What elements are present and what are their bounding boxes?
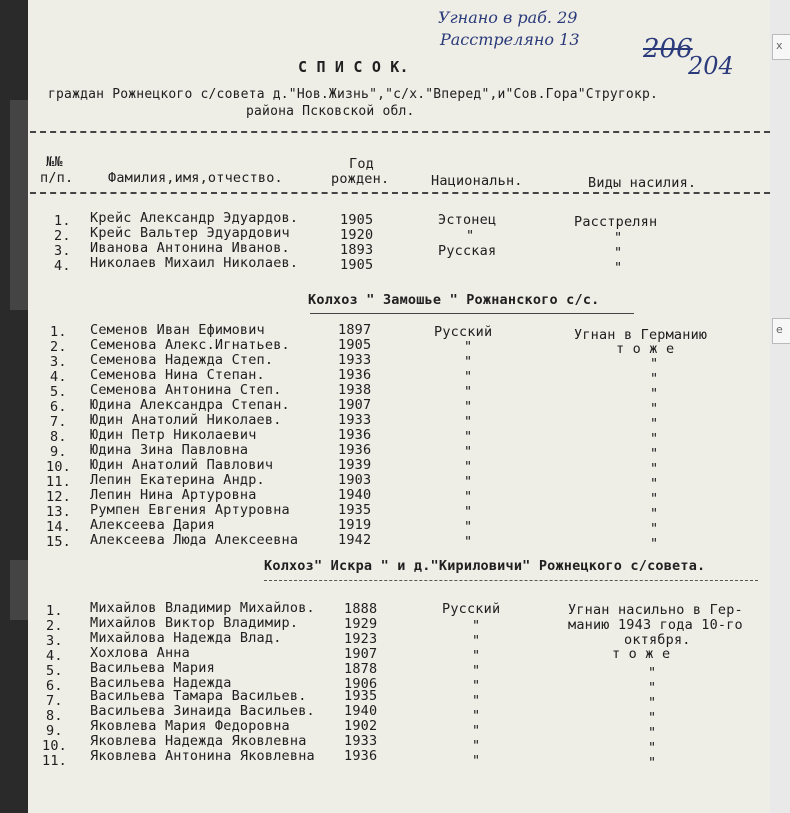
row-violence: " bbox=[650, 386, 659, 402]
row-number: 8. bbox=[46, 708, 63, 724]
left-gutter bbox=[0, 0, 28, 813]
row-violence: " bbox=[650, 521, 659, 537]
row-year: 1936 bbox=[338, 442, 372, 458]
row-number: 11. bbox=[42, 753, 67, 769]
close-icon: x bbox=[776, 39, 783, 52]
section3-violence-line1: Угнан насильно в Гер- bbox=[568, 602, 743, 618]
row-year: 1929 bbox=[344, 616, 378, 632]
header-violence: Виды насилия. bbox=[588, 175, 697, 191]
row-nationality: " bbox=[472, 708, 481, 724]
row-violence: " bbox=[650, 401, 659, 417]
row-number: 6. bbox=[50, 399, 67, 415]
row-year: 1933 bbox=[338, 412, 372, 428]
row-number: 9. bbox=[46, 723, 63, 739]
row-nationality: " bbox=[472, 618, 481, 634]
row-year: 1936 bbox=[344, 748, 378, 764]
row-nationality: " bbox=[464, 339, 473, 355]
right-panel bbox=[770, 0, 790, 813]
row-violence: Угнан в Германию bbox=[574, 327, 708, 343]
header-year-line1: Год bbox=[349, 156, 374, 172]
row-nationality: Русская bbox=[438, 243, 497, 259]
header-num-line1: №№ bbox=[46, 154, 63, 170]
row-name: Яковлева Надежда Яковлевна bbox=[90, 733, 307, 749]
binding-shadow bbox=[10, 560, 28, 620]
row-nationality: " bbox=[472, 648, 481, 664]
row-nationality: " bbox=[464, 474, 473, 490]
row-violence: " bbox=[648, 710, 657, 726]
row-violence: " bbox=[614, 260, 623, 276]
row-number: 4. bbox=[50, 369, 67, 385]
row-year: 1940 bbox=[338, 487, 372, 503]
row-nationality: " bbox=[464, 444, 473, 460]
row-nationality: " bbox=[464, 519, 473, 535]
row-number: 1. bbox=[50, 324, 67, 340]
document-page bbox=[28, 0, 770, 813]
row-violence: " bbox=[614, 230, 623, 246]
row-number: 13. bbox=[46, 504, 71, 520]
row-name: Васильева Тамара Васильев. bbox=[90, 688, 307, 704]
row-number: 7. bbox=[46, 693, 63, 709]
row-number: 3. bbox=[54, 243, 71, 259]
row-name: Крейс Александр Эдуардов. bbox=[90, 210, 299, 226]
document-subtitle-line1: граждан Рожнецкого с/совета д."Нов.Жизнь","с/х."Вперед",и"Сов.Гора"Стругокр. bbox=[48, 87, 659, 102]
side-tab-button[interactable] bbox=[772, 318, 790, 344]
row-nationality: " bbox=[464, 489, 473, 505]
document-subtitle-line2: района Псковской обл. bbox=[246, 104, 415, 119]
row-number: 1. bbox=[46, 603, 63, 619]
row-name: Юдин Петр Николаевич bbox=[90, 427, 257, 443]
row-year: 1905 bbox=[340, 257, 374, 273]
row-nationality: " bbox=[464, 354, 473, 370]
row-year: 1878 bbox=[344, 661, 378, 677]
row-name: Лепин Нина Артуровна bbox=[90, 487, 257, 503]
row-nationality: " bbox=[464, 429, 473, 445]
row-year: 1897 bbox=[338, 322, 372, 338]
row-number: 1. bbox=[54, 213, 71, 229]
row-name: Семенова Нина Степан. bbox=[90, 367, 265, 383]
row-violence: " bbox=[648, 755, 657, 771]
row-year: 1940 bbox=[344, 703, 378, 719]
row-violence: " bbox=[648, 680, 657, 696]
row-number: 2. bbox=[50, 339, 67, 355]
row-year: 1920 bbox=[340, 227, 374, 243]
row-number: 9. bbox=[50, 444, 67, 460]
row-number: 2. bbox=[46, 618, 63, 634]
row-number: 11. bbox=[46, 474, 71, 490]
row-number: 3. bbox=[46, 633, 63, 649]
row-nationality: " bbox=[464, 534, 473, 550]
row-year: 1935 bbox=[344, 688, 378, 704]
row-number: 10. bbox=[46, 459, 71, 475]
row-year: 1905 bbox=[340, 212, 374, 228]
row-name: Юдин Анатолий Павлович bbox=[90, 457, 274, 473]
row-year: 1905 bbox=[338, 337, 372, 353]
close-tab-button[interactable] bbox=[772, 34, 790, 60]
row-name: Иванова Антонина Иванов. bbox=[90, 240, 290, 256]
row-nationality: " bbox=[472, 678, 481, 694]
section3-violence-line2: манию 1943 года 10-го bbox=[568, 617, 743, 633]
row-violence: " bbox=[614, 245, 623, 261]
row-violence: " bbox=[650, 491, 659, 507]
row-name: Юдина Зина Павловна bbox=[90, 442, 249, 458]
row-nationality: " bbox=[472, 723, 481, 739]
section2-underline bbox=[310, 313, 634, 314]
row-number: 10. bbox=[42, 738, 67, 754]
row-name: Михайлов Виктор Владимир. bbox=[90, 615, 299, 631]
row-year: 1919 bbox=[338, 517, 372, 533]
row-nationality: " bbox=[464, 369, 473, 385]
row-name: Яковлева Мария Федоровна bbox=[90, 718, 290, 734]
row-violence: " bbox=[650, 431, 659, 447]
row-number: 15. bbox=[46, 534, 71, 550]
row-name: Алексеева Люда Алексеевна bbox=[90, 532, 299, 548]
row-year: 1933 bbox=[338, 352, 372, 368]
row-year: 1938 bbox=[338, 382, 372, 398]
row-violence: " bbox=[650, 461, 659, 477]
row-name: Васильева Зинаида Васильев. bbox=[90, 703, 315, 719]
row-number: 7. bbox=[50, 414, 67, 430]
header-rule-bottom bbox=[30, 192, 770, 194]
row-violence: " bbox=[648, 725, 657, 741]
row-nationality: Русский bbox=[442, 601, 501, 617]
row-nationality: " bbox=[464, 504, 473, 520]
row-year: 1936 bbox=[338, 427, 372, 443]
row-name: Николаев Михаил Николаев. bbox=[90, 255, 299, 271]
row-nationality: " bbox=[472, 633, 481, 649]
row-name: Васильева Мария bbox=[90, 660, 215, 676]
row-number: 5. bbox=[50, 384, 67, 400]
row-nationality: " bbox=[464, 459, 473, 475]
row-year: 1933 bbox=[344, 733, 378, 749]
handwritten-note-line2: Расстреляно 13 bbox=[440, 30, 580, 49]
header-num-line2: п/п. bbox=[40, 170, 74, 186]
row-nationality: " bbox=[472, 738, 481, 754]
header-nationality: Национальн. bbox=[431, 173, 523, 189]
row-nationality: " bbox=[472, 693, 481, 709]
section2-title: Колхоз " Замошье " Рожнанского с/с. bbox=[308, 292, 600, 308]
row-nationality: Русский bbox=[434, 324, 493, 340]
row-name: Лепин Екатерина Андр. bbox=[90, 472, 265, 488]
row-violence: " bbox=[650, 536, 659, 552]
row-nationality: " bbox=[464, 399, 473, 415]
row-violence: " bbox=[650, 506, 659, 522]
row-name: Михайлова Надежда Влад. bbox=[90, 630, 282, 646]
row-year: 1942 bbox=[338, 532, 372, 548]
row-number: 4. bbox=[46, 648, 63, 664]
row-nationality: " bbox=[472, 753, 481, 769]
row-violence: " bbox=[650, 416, 659, 432]
row-violence: " bbox=[650, 356, 659, 372]
row-name: Михайлов Владимир Михайлов. bbox=[90, 600, 315, 616]
row-number: 2. bbox=[54, 228, 71, 244]
row-name: Яковлева Антонина Яковлевна bbox=[90, 748, 315, 764]
row-year: 1923 bbox=[344, 631, 378, 647]
row-nationality: " bbox=[472, 663, 481, 679]
row-name: Алексеева Дария bbox=[90, 517, 215, 533]
row-name: Семенова Надежда Степ. bbox=[90, 352, 274, 368]
section3-underline bbox=[264, 580, 758, 581]
row-year: 1906 bbox=[344, 676, 378, 692]
binding-shadow bbox=[10, 100, 28, 310]
row-violence: " bbox=[650, 476, 659, 492]
row-year: 1888 bbox=[344, 601, 378, 617]
row-number: 8. bbox=[50, 429, 67, 445]
section3-title: Колхоз" Искра " и д."Кириловичи" Рожнецкого с/совета. bbox=[264, 558, 706, 574]
row-number: 14. bbox=[46, 519, 71, 535]
row-year: 1902 bbox=[344, 718, 378, 734]
row-number: 5. bbox=[46, 663, 63, 679]
row-nationality: Эстонец bbox=[438, 212, 497, 228]
header-name: Фамилия,имя,отчество. bbox=[108, 170, 283, 186]
header-year-line2: рожден. bbox=[331, 171, 390, 187]
row-name: Румпен Евгения Артуровна bbox=[90, 502, 290, 518]
row-violence: " bbox=[648, 665, 657, 681]
row-year: 1935 bbox=[338, 502, 372, 518]
section3-violence-line3: октября. bbox=[624, 632, 691, 648]
row-name: Юдина Александра Степан. bbox=[90, 397, 290, 413]
row-number: 12. bbox=[46, 489, 71, 505]
row-number: 3. bbox=[50, 354, 67, 370]
row-nationality: " bbox=[466, 228, 475, 244]
row-name: Семенова Алекс.Игнатьев. bbox=[90, 337, 290, 353]
row-year: 1907 bbox=[338, 397, 372, 413]
row-violence: Расстрелян bbox=[574, 214, 658, 230]
row-year: 1936 bbox=[338, 367, 372, 383]
row-nationality: " bbox=[464, 414, 473, 430]
row-name: Васильева Надежда bbox=[90, 675, 232, 691]
row-number: 4. bbox=[54, 258, 71, 274]
section3-violence-line4: т о ж е bbox=[612, 646, 671, 662]
row-nationality: " bbox=[464, 384, 473, 400]
page-number-old: 206 bbox=[643, 34, 693, 64]
row-year: 1903 bbox=[338, 472, 372, 488]
row-name: Хохлова Анна bbox=[90, 645, 190, 661]
row-name: Юдин Анатолий Николаев. bbox=[90, 412, 282, 428]
row-number: 6. bbox=[46, 678, 63, 694]
row-year: 1939 bbox=[338, 457, 372, 473]
row-name: Семенов Иван Ефимович bbox=[90, 322, 265, 338]
row-violence: " bbox=[650, 446, 659, 462]
row-violence: " bbox=[648, 695, 657, 711]
row-name: Семенова Антонина Степ. bbox=[90, 382, 282, 398]
row-year: 1907 bbox=[344, 646, 378, 662]
row-year: 1893 bbox=[340, 242, 374, 258]
row-violence: " bbox=[648, 740, 657, 756]
handwritten-note-line1: Угнано в раб. 29 bbox=[438, 8, 578, 27]
row-violence: " bbox=[650, 371, 659, 387]
page-number-new: 204 bbox=[688, 52, 734, 80]
document-title: С П И С О К. bbox=[298, 58, 409, 76]
side-tab-label: e bbox=[776, 323, 783, 336]
row-name: Крейс Вальтер Эдуардович bbox=[90, 225, 290, 241]
row-violence: т о ж е bbox=[616, 341, 675, 357]
header-rule-top bbox=[30, 131, 770, 133]
